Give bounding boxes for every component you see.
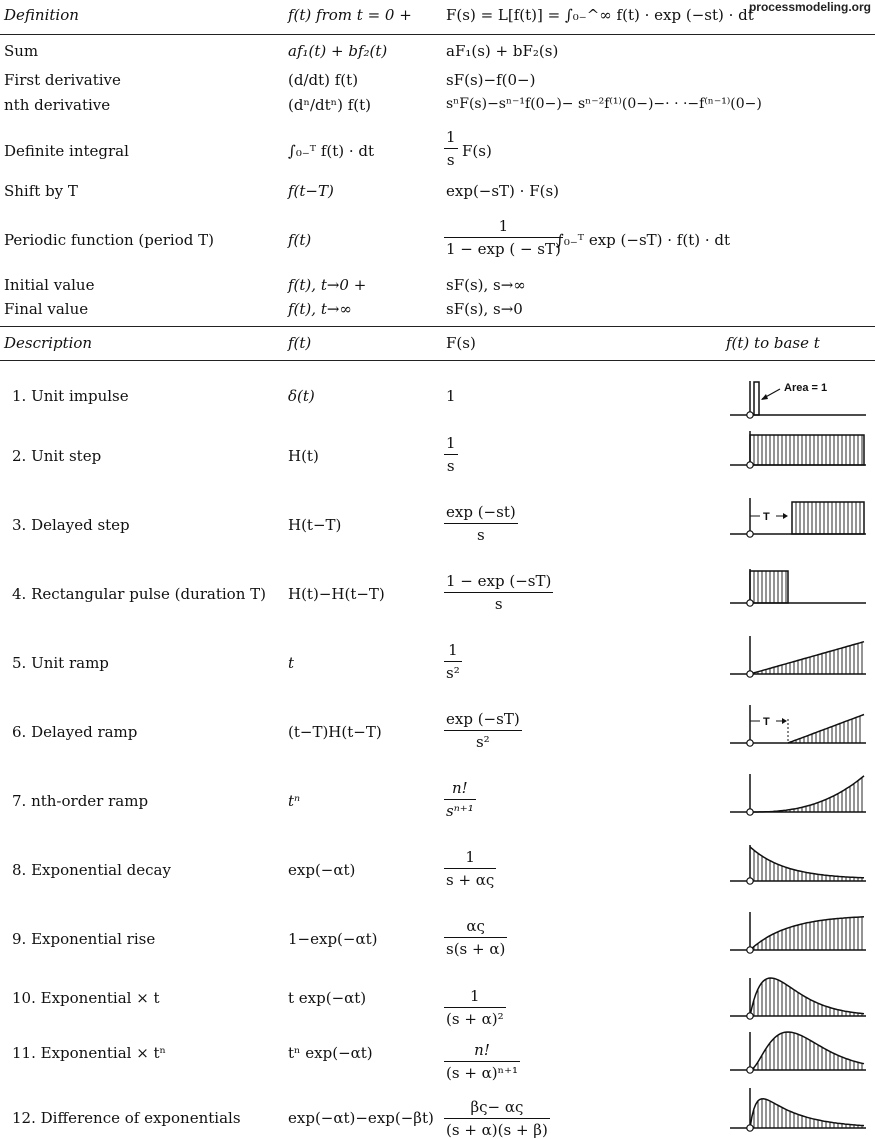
row2-ft: H(t) [288, 447, 319, 465]
row-periodic-ft: f(t) [288, 231, 312, 249]
row-definite-integral-F: F(s) [462, 142, 492, 160]
header-Fs: F(s) [446, 334, 476, 352]
row-definite-integral-label: Definite integral [4, 142, 129, 160]
row-periodic-label: Periodic function (period T) [4, 231, 214, 249]
row-periodic-F: ∫₀₋ᵀ exp (−sT) · f(t) · dt [556, 231, 731, 249]
header-graph: f(t) to base t [726, 334, 820, 352]
hatching [754, 571, 786, 603]
hatching [782, 778, 862, 813]
row-nth-derivative-label: nth derivative [4, 96, 111, 114]
row12-ft: exp(−αt)−exp(−βt) [288, 1109, 434, 1127]
row8-description: 8. Exponential decay [12, 861, 171, 879]
curve [788, 715, 864, 744]
row7-description: 7. nth-order ramp [12, 792, 149, 810]
hatching [754, 1032, 862, 1070]
section-rule [0, 326, 875, 327]
row9-F: ας s(s + α) [446, 917, 506, 958]
delayed-ramp-graph [730, 701, 868, 751]
exp-decay-graph [730, 839, 868, 889]
row11-description: 11. Exponential × tⁿ [12, 1044, 167, 1062]
row5-F: 1 s² [446, 641, 460, 682]
pulse-graph [730, 563, 868, 613]
header-description: Description [4, 334, 93, 352]
row12-description: 12. Difference of exponentials [12, 1109, 241, 1127]
header-definition: Definition [4, 6, 79, 24]
row-shift-ft: f(t−T) [288, 182, 334, 200]
row6-description: 6. Delayed ramp [12, 723, 138, 741]
delayed-step-annotation: T [763, 511, 770, 523]
row-sum-label: Sum [4, 42, 39, 60]
row-initial-value-F: sF(s), s→∞ [446, 276, 526, 294]
row3-F: exp (−st) s [446, 503, 516, 544]
row10-ft: t exp(−αt) [288, 989, 367, 1007]
header-f-of-t: f(t) from t = 0 + [288, 6, 412, 24]
step-graph [730, 425, 868, 475]
row-final-value-F: sF(s), s→0 [446, 300, 523, 318]
row3-ft: H(t−T) [288, 516, 342, 534]
row4-F: 1 − exp (−sT) s [446, 572, 552, 613]
curve [750, 776, 864, 812]
row5-ft: t [288, 654, 295, 672]
row12-F: βς− ας (s + α)(s + β) [446, 1098, 548, 1139]
delayed-ramp-annotation: T [763, 716, 770, 728]
exp-t-graph [730, 972, 868, 1024]
curve [750, 1032, 864, 1070]
impulse-annotation: Area = 1 [784, 382, 828, 394]
row11-F: n! (s + α)ⁿ⁺¹ [446, 1041, 519, 1082]
header2-rule [0, 360, 875, 361]
row7-F: n! sⁿ⁺¹ [446, 779, 474, 820]
header-laplace-def: F(s) = L[f(t)] = ∫₀₋^∞ f(t) · exp (−st) · dt [446, 6, 754, 24]
ramp-graph [730, 632, 868, 682]
delayed-step-graph [730, 494, 868, 544]
curve [750, 642, 864, 674]
exp-rise-graph [730, 908, 868, 958]
curve [750, 847, 864, 878]
row10-description: 10. Exponential × t [12, 989, 160, 1007]
row-nth-derivative-F: sⁿF(s)−sⁿ⁻¹f(0−)− sⁿ⁻²f⁽¹⁾(0−)−· · ·−f⁽ⁿ⁻¹⁾(0−) [446, 96, 762, 112]
row2-description: 2. Unit step [12, 447, 102, 465]
row-initial-value-label: Initial value [4, 276, 95, 294]
row-periodic-fraction: 1 1 − exp ( − sT) [446, 217, 561, 258]
row-first-derivative-F: sF(s)−f(0−) [446, 71, 536, 89]
curve [750, 1099, 864, 1128]
row4-description: 4. Rectangular pulse (duration T) [12, 585, 266, 603]
row-nth-derivative-ft: (dⁿ/dtⁿ) f(t) [288, 96, 372, 114]
row1-F: 1 [446, 387, 456, 405]
row-final-value-ft: f(t), t→∞ [288, 300, 352, 318]
row10-F: 1 (s + α)² [446, 987, 504, 1028]
row-shift-label: Shift by T [4, 182, 78, 200]
diff-exp-graph [730, 1084, 868, 1134]
row-first-derivative-ft: (d/dt) f(t) [288, 71, 359, 89]
impulse-graph [730, 375, 868, 423]
row6-F: exp (−sT) s² [446, 710, 520, 751]
hatching [796, 502, 860, 534]
row-sum-ft: af₁(t) + bf₂(t) [288, 42, 388, 60]
hatching [754, 917, 862, 950]
row9-ft: 1−exp(−αt) [288, 930, 378, 948]
row-shift-F: exp(−sT) · F(s) [446, 182, 560, 200]
watermark: processmodeling.org [748, 0, 871, 14]
row-first-derivative-label: First derivative [4, 71, 121, 89]
hatching [754, 435, 862, 465]
row7-ft: tⁿ [288, 792, 301, 810]
row-sum-F: aF₁(s) + bF₂(s) [446, 42, 559, 60]
row8-ft: exp(−αt) [288, 861, 356, 879]
curve [750, 917, 864, 950]
row2-F: 1 s [446, 434, 456, 475]
row-definite-integral-ft: ∫₀₋ᵀ f(t) · dt [288, 142, 375, 160]
row-definite-integral-fraction: 1 s [446, 128, 456, 169]
row1-ft: δ(t) [288, 387, 315, 405]
row1-description: 1. Unit impulse [12, 387, 129, 405]
exp-tn-graph [730, 1026, 868, 1078]
row5-description: 5. Unit ramp [12, 654, 109, 672]
header-rule [0, 34, 875, 35]
row4-ft: H(t)−H(t−T) [288, 585, 385, 603]
row11-ft: tⁿ exp(−αt) [288, 1044, 373, 1062]
row3-description: 3. Delayed step [12, 516, 130, 534]
nth-ramp-graph [730, 770, 868, 820]
row-initial-value-ft: f(t), t→0 + [288, 276, 367, 294]
row9-description: 9. Exponential rise [12, 930, 156, 948]
hatching [754, 978, 862, 1016]
header-ft: f(t) [288, 334, 312, 352]
curve [750, 978, 864, 1016]
row6-ft: (t−T)H(t−T) [288, 723, 382, 741]
row-final-value-label: Final value [4, 300, 89, 318]
row8-F: 1 s + ας [446, 848, 495, 889]
